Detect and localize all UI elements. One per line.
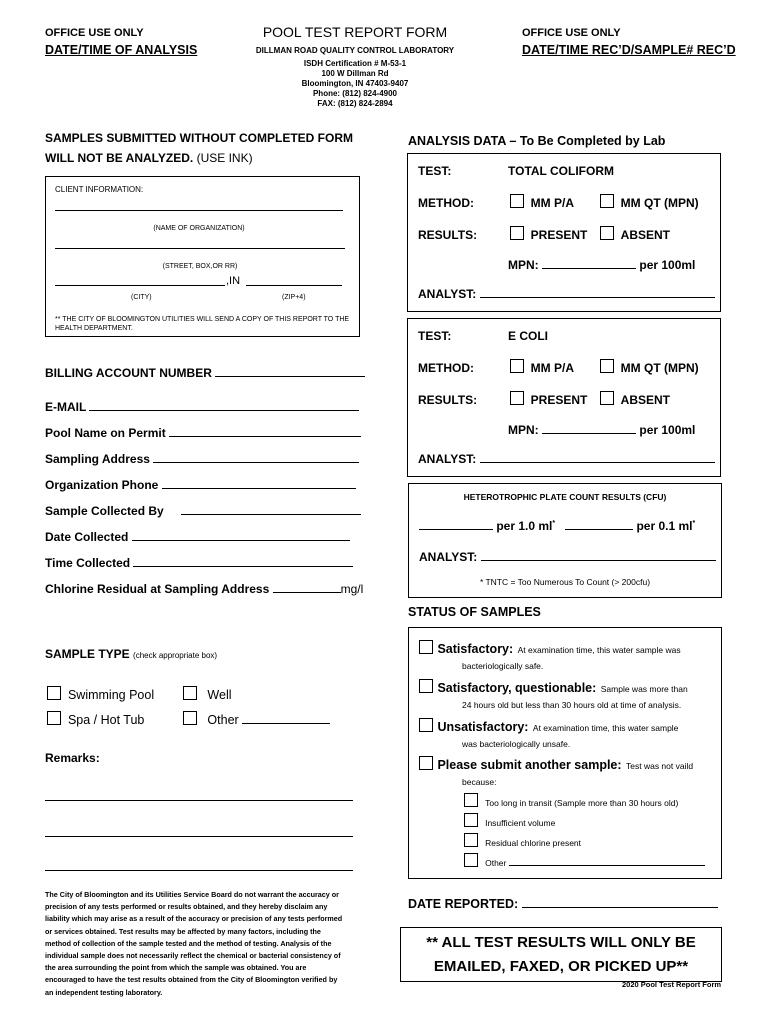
ecoli-present-label: PRESENT (530, 393, 588, 407)
chlorine-label (45, 582, 363, 596)
notice-line-2 (45, 151, 253, 165)
email-text: E-MAIL (45, 400, 87, 414)
unsatisfactory-title: Unsatisfactory: (437, 720, 529, 734)
coliform-mpn-input[interactable] (542, 268, 636, 269)
sample-type-title: SAMPLE TYPE (45, 647, 130, 661)
reason-other-input[interactable] (509, 865, 705, 866)
ecoli-mpn-row (508, 423, 695, 437)
state-label: ,IN (226, 275, 241, 287)
ecoli-mpn-input[interactable] (542, 433, 636, 434)
reason-other[interactable] (464, 853, 705, 868)
swimming-pool-option[interactable] (47, 686, 154, 702)
remarks-line-3[interactable] (45, 870, 353, 871)
reason-chlorine-checkbox[interactable] (464, 833, 478, 847)
collected-by-label (45, 504, 361, 518)
hpc-per01-asterisk: * (692, 520, 696, 527)
org-phone-label (45, 478, 356, 492)
status-box (408, 627, 722, 879)
hpc-note: * TNTC = Too Numerous To Count (> 200cfu) (479, 577, 651, 587)
reason-volume[interactable] (464, 813, 555, 828)
disclaimer-line: encouraged to have the test results obtained from the City of Bloomington verified by (45, 975, 338, 985)
lab-name: DILLMAN ROAD QUALITY CONTROL LABORATORY (255, 46, 455, 55)
hpc-analyst-row (419, 550, 716, 564)
coliform-mpn-row (508, 258, 695, 272)
satisfactory-desc: At examination time, this water sample was (517, 645, 681, 655)
coliform-absent-option[interactable] (600, 226, 670, 242)
unsatisfactory-desc-2: was bacteriologically unsafe. (462, 739, 571, 749)
date-collected-text: Date Collected (45, 530, 129, 544)
date-reported-row (408, 897, 718, 911)
status-heading: STATUS OF SAMPLES (408, 605, 541, 619)
city-field[interactable] (55, 285, 225, 286)
satisfactory-checkbox[interactable] (419, 640, 433, 654)
disclaimer-line: or services obtained. Test results may be affected by many factors, including the (45, 926, 321, 936)
remarks-label: Remarks: (45, 751, 100, 765)
date-collected-input[interactable] (132, 540, 350, 541)
delivery-banner (400, 927, 722, 982)
coliform-mmqt-label: MM QT (MPN) (620, 196, 699, 210)
coliform-present-label: PRESENT (530, 228, 588, 242)
unsatisfactory-checkbox[interactable] (419, 718, 433, 732)
city-caption: (CITY) (131, 294, 152, 301)
sample-type-hint: (check appropriate box) (133, 651, 218, 660)
hpc-analyst-input[interactable] (481, 560, 716, 561)
other-type-input[interactable] (242, 723, 330, 724)
hpc-per1-input[interactable] (419, 529, 493, 530)
disclaimer-line: an independent testing laboratory. (45, 987, 163, 997)
lab-contact (230, 59, 480, 109)
coliform-analyst-label: ANALYST: (418, 287, 477, 301)
swimming-pool-checkbox[interactable] (47, 686, 61, 700)
analysis-heading: ANALYSIS DATA – To Be Completed by Lab (408, 134, 666, 148)
left-datetime-analysis: DATE/TIME OF ANALYSIS (45, 43, 198, 57)
street-caption: (STREET, BOX,OR RR) (162, 263, 238, 270)
collected-by-input[interactable] (181, 514, 361, 515)
org-caption: (NAME OF ORGANIZATION) (153, 225, 245, 232)
spa-label: Spa / Hot Tub (67, 713, 145, 727)
health-dept-note: ** THE CITY OF BLOOMINGTON UTILITIES WILL SEND A COPY OF THIS REPORT TO THE HEALTH DEPARTMENT. (55, 316, 350, 332)
ecoli-mmqt-option[interactable] (600, 359, 699, 375)
sampling-address-text: Sampling Address (45, 452, 150, 466)
ecoli-test-name: E COLI (508, 329, 549, 343)
reason-chlorine-label: Residual chlorine present (485, 838, 582, 848)
ecoli-absent-label: ABSENT (620, 393, 671, 407)
coliform-present-option[interactable] (510, 226, 587, 242)
hpc-per1-label: per 1.0 ml (496, 519, 553, 533)
left-office-use: OFFICE USE ONLY (45, 27, 144, 39)
coliform-absent-label: ABSENT (620, 228, 671, 242)
ecoli-mpn-label: MPN: (508, 423, 539, 437)
ecoli-mmpa-option[interactable] (510, 359, 574, 375)
sampling-address-input[interactable] (153, 462, 359, 463)
banner-line-2: EMAILED, FAXED, OR PICKED UP** (433, 958, 689, 975)
time-collected-label (45, 556, 353, 570)
pool-name-text: Pool Name on Permit (45, 426, 166, 440)
lab-cert: ISDH Certification # M-53-1 (303, 59, 407, 68)
org-phone-text: Organization Phone (45, 478, 159, 492)
zip-field[interactable] (246, 285, 342, 286)
hpc-per1-asterisk: * (552, 520, 556, 527)
disclaimer-line: individual sample does not necessarily reflect the chemical or bacterial consistency of (45, 951, 341, 961)
reason-chlorine[interactable] (464, 833, 581, 848)
disclaimer-line: precision of any tests performed or results obtained, and they hereby disclaim any (45, 902, 328, 912)
coliform-per100: per 100ml (639, 258, 696, 272)
ecoli-mmpa-label: MM P/A (530, 361, 575, 375)
reason-transit[interactable] (464, 793, 678, 808)
ecoli-analyst-row (418, 452, 715, 466)
coliform-absent-checkbox[interactable] (600, 226, 614, 240)
coliform-mmpa-option[interactable] (510, 194, 574, 210)
billing-label (45, 366, 365, 380)
other-type-option[interactable] (183, 711, 330, 727)
disclaimer-line: method of collection of the sample tested and the method of testing. Analysis of the (45, 938, 332, 948)
reason-transit-label: Too long in transit (Sample more than 30 hours old) (485, 798, 679, 808)
time-collected-text: Time Collected (45, 556, 131, 570)
well-label: Well (207, 688, 232, 702)
lab-phone: Phone: (812) 824-4900 (312, 89, 398, 98)
ecoli-absent-checkbox[interactable] (600, 391, 614, 405)
questionable-option[interactable] (419, 679, 688, 697)
well-option[interactable] (183, 686, 232, 702)
resubmit-title: Please submit another sample: (437, 758, 622, 772)
coliform-mmpa-label: MM P/A (530, 196, 575, 210)
pool-name-label (45, 426, 361, 440)
reason-transit-checkbox[interactable] (464, 793, 478, 807)
ecoli-present-option[interactable] (510, 391, 587, 407)
hpc-per01-label: per 0.1 ml (636, 519, 693, 533)
right-datetime-received: DATE/TIME REC’D/SAMPLE# REC’D (522, 43, 736, 57)
hpc-analyst-label: ANALYST: (419, 550, 478, 564)
unsatisfactory-option[interactable] (419, 718, 678, 736)
org-name-field[interactable] (55, 210, 343, 211)
hpc-per01-input[interactable] (565, 529, 633, 530)
street-field[interactable] (55, 248, 345, 249)
satisfactory-title: Satisfactory: (437, 642, 514, 656)
date-reported-label: DATE REPORTED: (408, 897, 519, 911)
lab-fax: FAX: (812) 824-2894 (317, 99, 393, 108)
ecoli-analyst-input[interactable] (480, 462, 715, 463)
date-reported-input[interactable] (522, 907, 718, 908)
ecoli-mmqt-label: MM QT (MPN) (620, 361, 699, 375)
email-input[interactable] (89, 410, 359, 411)
coliform-results-label: RESULTS: (418, 228, 478, 242)
ecoli-absent-option[interactable] (600, 391, 670, 407)
email-label (45, 400, 359, 414)
coliform-box (407, 153, 721, 312)
zip-caption: (ZIP+4) (282, 294, 306, 301)
coliform-analyst-row (418, 287, 715, 301)
remarks-line-2[interactable] (45, 836, 353, 837)
ecoli-mmqt-checkbox[interactable] (600, 359, 614, 373)
coliform-mmqt-checkbox[interactable] (600, 194, 614, 208)
coliform-method-label: METHOD: (418, 196, 474, 210)
satisfactory-option[interactable] (419, 640, 681, 658)
questionable-title: Satisfactory, questionable: (437, 681, 597, 695)
well-checkbox[interactable] (183, 686, 197, 700)
coliform-test-name: TOTAL COLIFORM (508, 164, 614, 178)
org-phone-input[interactable] (162, 488, 356, 489)
billing-text: BILLING ACCOUNT NUMBER (45, 366, 212, 380)
banner-line-1: ** ALL TEST RESULTS WILL ONLY BE (426, 934, 696, 951)
hpc-box (408, 483, 722, 598)
coliform-mpn-label: MPN: (508, 258, 539, 272)
ecoli-analyst-label: ANALYST: (418, 452, 477, 466)
collected-by-text: Sample Collected By (45, 504, 164, 518)
ecoli-test-label: TEST: (418, 329, 452, 343)
coliform-test-label: TEST: (418, 164, 452, 178)
ecoli-results-label: RESULTS: (418, 393, 478, 407)
chlorine-input[interactable] (273, 592, 341, 593)
sample-type-heading (45, 647, 217, 661)
ecoli-per100: per 100ml (639, 423, 696, 437)
chlorine-text: Chlorine Residual at Sampling Address (45, 582, 270, 596)
reason-volume-checkbox[interactable] (464, 813, 478, 827)
other-type-checkbox[interactable] (183, 711, 197, 725)
billing-input[interactable] (215, 376, 365, 377)
questionable-desc-2: 24 hours old but less than 30 hours old at time of analysis. (462, 700, 682, 710)
ecoli-method-label: METHOD: (418, 361, 474, 375)
ecoli-box (407, 318, 721, 477)
lab-address: 100 W Dillman Rd (321, 69, 389, 78)
coliform-mmpa-checkbox[interactable] (510, 194, 524, 208)
use-ink: (USE INK) (196, 151, 253, 165)
questionable-checkbox[interactable] (419, 679, 433, 693)
reason-other-label: Other (485, 858, 507, 868)
resubmit-option[interactable] (419, 756, 693, 774)
client-heading: CLIENT INFORMATION: (55, 185, 144, 194)
spa-option[interactable] (47, 711, 144, 727)
ecoli-mmpa-checkbox[interactable] (510, 359, 524, 373)
date-collected-label (45, 530, 350, 544)
disclaimer-line: The City of Bloomington and its Utilities Service Board do not warrant the accuracy or (45, 890, 339, 899)
resubmit-desc: Test was not vaild (626, 761, 694, 771)
ecoli-present-checkbox[interactable] (510, 391, 524, 405)
satisfactory-desc-2: bacteriologically safe. (462, 661, 544, 671)
pool-name-input[interactable] (169, 436, 361, 437)
reason-other-checkbox[interactable] (464, 853, 478, 867)
chlorine-unit: mg/l (340, 582, 364, 596)
disclaimer-line: the area surrounding the point from which the sample was obtained. You are (45, 963, 307, 973)
right-office-use: OFFICE USE ONLY (522, 27, 621, 39)
remarks-line-1[interactable] (45, 800, 353, 801)
unsatisfactory-desc: At examination time, this water sample (532, 723, 679, 733)
swimming-pool-label: Swimming Pool (67, 688, 155, 702)
form-title: POOL TEST REPORT FORM (262, 24, 448, 40)
reason-volume-label: Insufficient volume (485, 818, 556, 828)
form-id: 2020 Pool Test Report Form (622, 980, 722, 989)
time-collected-input[interactable] (133, 566, 353, 567)
notice-bold: WILL NOT BE ANALYZED. (45, 151, 194, 165)
sampling-address-label (45, 452, 359, 466)
disclaimer (45, 889, 342, 999)
coliform-present-checkbox[interactable] (510, 226, 524, 240)
questionable-desc: Sample was more than (600, 684, 688, 694)
notice-line-1: SAMPLES SUBMITTED WITHOUT COMPLETED FORM (45, 131, 353, 145)
client-info-box (45, 176, 360, 337)
resubmit-because: because: (462, 777, 497, 787)
hpc-heading: HETEROTROPHIC PLATE COUNT RESULTS (CFU) (463, 492, 667, 502)
coliform-analyst-input[interactable] (480, 297, 715, 298)
other-type-label: Other (207, 713, 239, 727)
disclaimer-line: liability which may arise as a result of the accuracy or precision of any tests performed (45, 914, 343, 924)
hpc-results-row (419, 519, 695, 533)
resubmit-checkbox[interactable] (419, 756, 433, 770)
spa-checkbox[interactable] (47, 711, 61, 725)
coliform-mmqt-option[interactable] (600, 194, 699, 210)
lab-city: Bloomington, IN 47403-9407 (301, 79, 409, 88)
